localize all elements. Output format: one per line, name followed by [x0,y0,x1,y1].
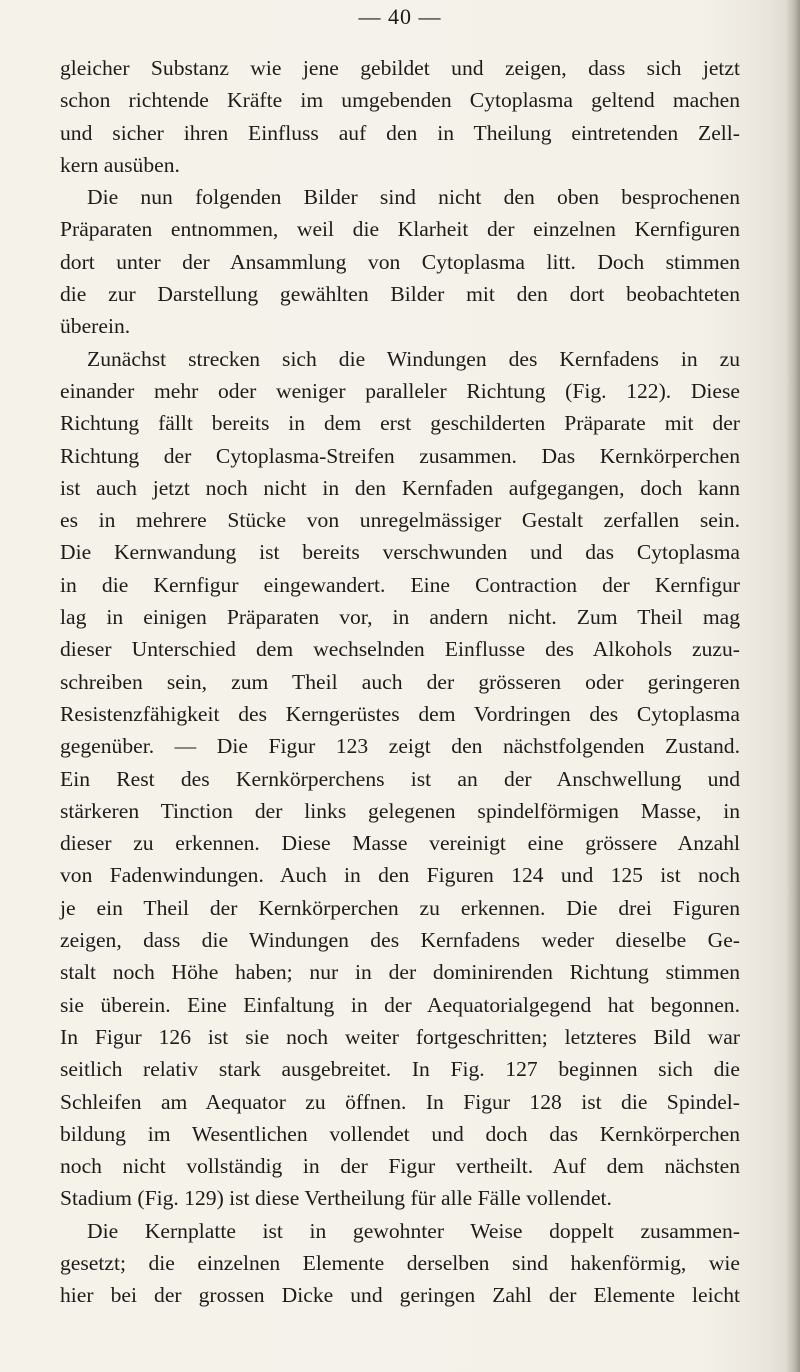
text-line: Stadium (Fig. 129) ist diese Vertheilung für alle Fälle vollendet. [60,1186,612,1211]
text-line: dort unter der Ansammlung von Cytoplasma litt. Doch stimmen [60,249,740,274]
text-line: Präparaten entnommen, weil die Klarheit der einzelnen Kernfiguren [60,217,740,242]
text-line: gegenüber. — Die Figur 123 zeigt den nächstfolgenden Zustand. [60,734,740,759]
text-line: stalt noch Höhe haben; nur in der dominirenden Richtung stimmen [60,960,740,985]
text-line: Die nun folgenden Bilder sind nicht den oben besprochenen [87,185,740,210]
text-line: von Fadenwindungen. Auch in den Figuren 124 und 125 ist noch [60,863,740,888]
text-line: sie überein. Eine Einfaltung in der Aequatorialgegend hat begonnen. [60,992,740,1017]
text-line: noch nicht vollständig in der Figur vertheilt. Auf dem nächsten [60,1154,740,1179]
text-line: schon richtende Kräfte im umgebenden Cytoplasma geltend machen [60,88,740,113]
text-line: In Figur 126 ist sie noch weiter fortgeschritten; letzteres Bild war [60,1024,740,1049]
text-line: kern ausüben. [60,152,180,177]
body-text [60,52,740,1312]
text-line: seitlich relativ stark ausgebreitet. In Fig. 127 beginnen sich die [60,1057,740,1082]
text-line: und sicher ihren Einfluss auf den in Theilung eintretenden Zell- [60,120,740,145]
text-line: ist auch jetzt noch nicht in den Kernfaden aufgegangen, doch kann [60,475,740,500]
page-number: — 40 — [358,4,442,29]
text-line: je ein Theil der Kernkörperchen zu erkennen. Die drei Figuren [60,895,740,920]
text-line: gesetzt; die einzelnen Elemente derselben sind hakenförmig, wie [60,1250,740,1275]
text-line: es in mehrere Stücke von unregelmässiger Gestalt zerfallen sein. [60,508,740,533]
text-line: Richtung der Cytoplasma-Streifen zusammen. Das Kernkörperchen [60,443,740,468]
text-line: Schleifen am Aequator zu öffnen. In Figur 128 ist die Spindel- [60,1089,740,1114]
text-line: Ein Rest des Kernkörperchens ist an der Anschwellung und [60,766,740,791]
text-line: lag in einigen Präparaten vor, in andern nicht. Zum Theil mag [60,605,740,630]
page-edge-shadow [786,0,800,1372]
text-line: gleicher Substanz wie jene gebildet und zeigen, dass sich jetzt [60,56,740,80]
text-line: dieser Unterschied dem wechselnden Einflusse des Alkohols zuzu- [60,637,740,662]
text-line: zeigen, dass die Windungen des Kernfadens weder dieselbe Ge- [60,928,740,953]
text-line: die zur Darstellung gewählten Bilder mit den dort beobachteten [60,282,740,307]
text-line: Richtung fällt bereits in dem erst geschilderten Präparate mit der [60,411,740,436]
text-line: in die Kernfigur eingewandert. Eine Contraction der Kernfigur [60,572,740,597]
text-line: bildung im Wesentlichen vollendet und doch das Kernkörperchen [60,1121,740,1146]
text-line: hier bei der grossen Dicke und geringen Zahl der Elemente leicht [60,1283,740,1308]
text-line: überein. [60,314,131,339]
text-line: Zunächst strecken sich die Windungen des Kernfadens in zu [87,346,740,371]
text-line: dieser zu erkennen. Diese Masse vereinigt eine grössere Anzahl [60,831,740,856]
text-line: schreiben sein, zum Theil auch der grösseren oder geringeren [60,669,740,694]
text-line: Die Kernplatte ist in gewohnter Weise doppelt zusammen- [87,1218,740,1243]
text-line: Die Kernwandung ist bereits verschwunden und das Cytoplasma [60,540,740,565]
text-line: stärkeren Tinction der links gelegenen spindelförmigen Masse, in [60,798,740,823]
text-line: Resistenzfähigkeit des Kerngerüstes dem Vordringen des Cytoplasma [60,701,740,726]
text-line: einander mehr oder weniger paralleler Richtung (Fig. 122). Diese [60,378,740,403]
